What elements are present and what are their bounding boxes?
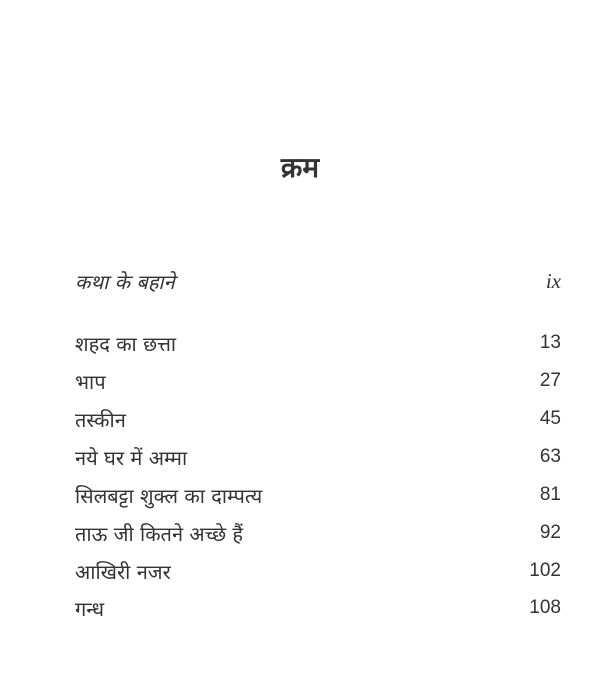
toc-entry-title: नये घर में अम्मा — [75, 445, 188, 470]
toc-entry-title: गन्ध — [75, 596, 105, 621]
toc-entry-title: सिलबट्टा शुक्ल का दाम्पत्य — [75, 483, 263, 508]
page-title: क्रम — [280, 151, 320, 184]
toc-entry — [75, 328, 561, 358]
toc-entry-page: ix — [545, 268, 561, 293]
toc-entry-title: कथा के बहाने — [75, 269, 175, 294]
toc-entry-page: 13 — [539, 332, 561, 353]
toc-entry — [75, 404, 561, 434]
toc-entry — [75, 518, 561, 548]
toc-entry — [75, 593, 561, 623]
toc-entry — [75, 442, 561, 472]
toc-entry-page: 108 — [529, 597, 561, 618]
toc-entry-page: 45 — [539, 408, 561, 429]
toc-entry — [75, 366, 561, 396]
toc-entry-title: ताऊ जी कितने अच्छे हैं — [75, 521, 244, 546]
toc-entry-page: 92 — [539, 522, 561, 543]
toc-entry-title: तस्कीन — [75, 407, 126, 432]
toc-entry-page: 102 — [529, 560, 561, 581]
toc-entry-title: शहद का छत्ता — [75, 331, 177, 356]
toc-entry-page: 63 — [539, 446, 561, 467]
toc-entry — [75, 556, 561, 586]
toc-entry-page: 81 — [539, 484, 561, 505]
toc-entry-title: भाप — [75, 369, 106, 394]
toc-entry-title: आखिरी नजर — [75, 559, 171, 584]
toc-entry — [75, 480, 561, 510]
toc-entry-intro — [75, 266, 561, 296]
toc-entry-page: 27 — [539, 370, 561, 391]
